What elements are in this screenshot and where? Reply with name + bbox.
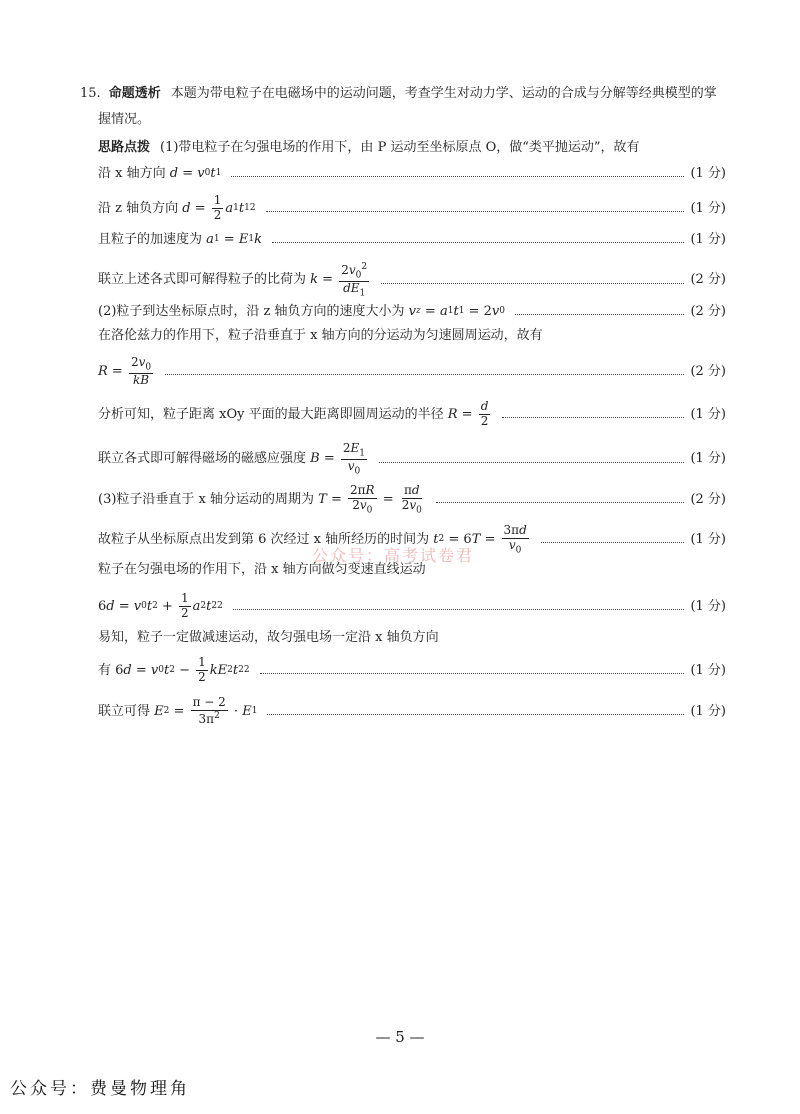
eq-line-16 — [98, 656, 726, 685]
eq-line-6 — [98, 304, 726, 320]
score-17: (1 分) — [690, 703, 726, 719]
intent-text-2: 握情况。 — [98, 112, 151, 127]
score-5: (2 分) — [690, 272, 726, 288]
equation-E2: E 2 = $\frac{\pi - 2}{3\pi^2}$ · E 1 — [154, 695, 258, 726]
intent-line-2 — [98, 112, 726, 128]
eq-text-17: 联立可得 — [98, 703, 151, 719]
text-line-7 — [98, 328, 726, 344]
equation-6d-minus: 6 d = v 0 t 2 − $\frac{1}{2}$ kE 2 t 2 2 — [111, 655, 250, 684]
intent-text-1: 本题为带电粒子在电磁场中的运动问题，考查学生对动力学、运动的合成与分解等经典模型的掌 — [170, 86, 717, 101]
eq-text-9: 分析可知，粒子距离 xOy 平面的最大距离即圆周运动的半径 — [98, 406, 444, 422]
equation-d-half-a1t1: d = $\frac{1}{2}$ a 1 t 1 2 — [182, 193, 256, 222]
eq-text-2: 沿 x 轴方向 — [98, 166, 166, 181]
hint-label: 思路点拨 — [98, 140, 151, 155]
eq-line-4 — [98, 232, 726, 248]
question-number: 15. — [80, 86, 101, 101]
equation-k: k = $\frac{2v_0^2}{dE_1}$ — [310, 262, 368, 299]
score-14: (1 分) — [690, 598, 726, 614]
score-6: (2 分) — [690, 304, 726, 319]
eq-line-11 — [98, 484, 726, 516]
leader-dots — [233, 609, 685, 610]
equation-R: R = $\frac{2v_0}{kB}$ — [98, 355, 152, 387]
leader-dots — [541, 542, 685, 543]
hint-line-1 — [98, 140, 726, 156]
score-12: (1 分) — [690, 531, 726, 547]
intent-label: 命题透析 — [108, 86, 161, 101]
equation-B: B = $\frac{2E_1}{v_0}$ — [310, 441, 366, 477]
eq-line-14 — [98, 592, 726, 621]
score-4: (1 分) — [690, 232, 726, 247]
score-9: (1 分) — [690, 406, 726, 422]
leader-dots — [266, 211, 685, 212]
eq-text-6: (2)粒子到达坐标原点时，沿 z 轴负方向的速度大小为 — [98, 304, 405, 319]
score-3: (1 分) — [690, 200, 726, 216]
eq-line-5 — [98, 262, 726, 298]
eq-text-16: 有 — [98, 662, 112, 678]
equation-d-v0t1: d = v 0 t 1 — [169, 166, 222, 181]
leader-dots — [267, 714, 684, 715]
eq-line-9 — [98, 400, 726, 429]
page-number: — 5 — — [375, 1028, 425, 1046]
equation-R-d2: R = $\frac{d}{2}$ — [447, 399, 489, 428]
score-11: (2 分) — [690, 491, 726, 507]
hint-text-1: (1)带电粒子在匀强电场的作用下，由 P 运动至坐标原点 O，做“类平抛运动”，故有 — [160, 140, 640, 155]
leader-dots — [165, 374, 684, 375]
leader-dots — [381, 283, 684, 284]
eq-text-12: 故粒子从坐标原点出发到第 6 次经过 x 轴所经历的时间为 — [98, 531, 430, 547]
text-line-15 — [98, 630, 726, 646]
eq-text-10: 联立各式即可解得磁场的磁感应强度 — [98, 451, 307, 467]
eq-text-7: 在洛伦兹力的作用下，粒子沿垂直于 x 轴方向的分运动为匀速圆周运动，故有 — [98, 328, 543, 343]
leader-dots — [379, 462, 684, 463]
score-2: (1 分) — [690, 166, 726, 181]
leader-dots — [260, 673, 685, 674]
equation-t2: t 2 = 6 T = $\frac{3\pi d}{v_0}$ — [433, 523, 527, 556]
footer-text: 公众号：费曼物理角 — [10, 1079, 190, 1099]
eq-line-2 — [98, 166, 726, 182]
intent-line-1 — [80, 86, 726, 102]
leader-dots — [502, 417, 684, 418]
equation-T: T = $\frac{2\pi R}{2v_0}$ = $\frac{\pi d}{2v_0}$ — [318, 483, 422, 516]
score-8: (2 分) — [690, 363, 726, 379]
equation-a1: a 1 = E 1 k — [206, 232, 262, 247]
eq-line-10 — [98, 442, 726, 476]
eq-text-15: 易知，粒子一定做减速运动，故匀强电场一定沿 x 轴负方向 — [98, 630, 439, 645]
eq-text-5: 联立上述各式即可解得粒子的比荷为 — [98, 272, 307, 288]
leader-dots — [231, 176, 684, 177]
score-10: (1 分) — [690, 451, 726, 467]
watermark: 公众号：高考试卷君 — [312, 546, 475, 565]
eq-text-4: 且粒子的加速度为 — [98, 232, 203, 247]
leader-dots — [515, 314, 684, 315]
eq-line-3 — [98, 194, 726, 223]
eq-text-13: 粒子在匀强电场的作用下，沿 x 轴方向做匀变速直线运动 — [98, 562, 426, 577]
score-16: (1 分) — [690, 662, 726, 678]
eq-text-11: (3)粒子沿垂直于 x 轴分运动的周期为 — [98, 491, 315, 507]
eq-text-3: 沿 z 轴负方向 — [98, 200, 179, 216]
equation-6d-plus: 6 d = v 0 t 2 + $\frac{1}{2}$ a 2 t 2 2 — [98, 591, 223, 620]
leader-dots — [436, 502, 685, 503]
leader-dots — [272, 242, 684, 243]
equation-vz: v z = a 1 t 1 = 2 v 0 — [408, 304, 505, 319]
eq-line-17 — [98, 696, 726, 727]
eq-line-8 — [98, 356, 726, 388]
